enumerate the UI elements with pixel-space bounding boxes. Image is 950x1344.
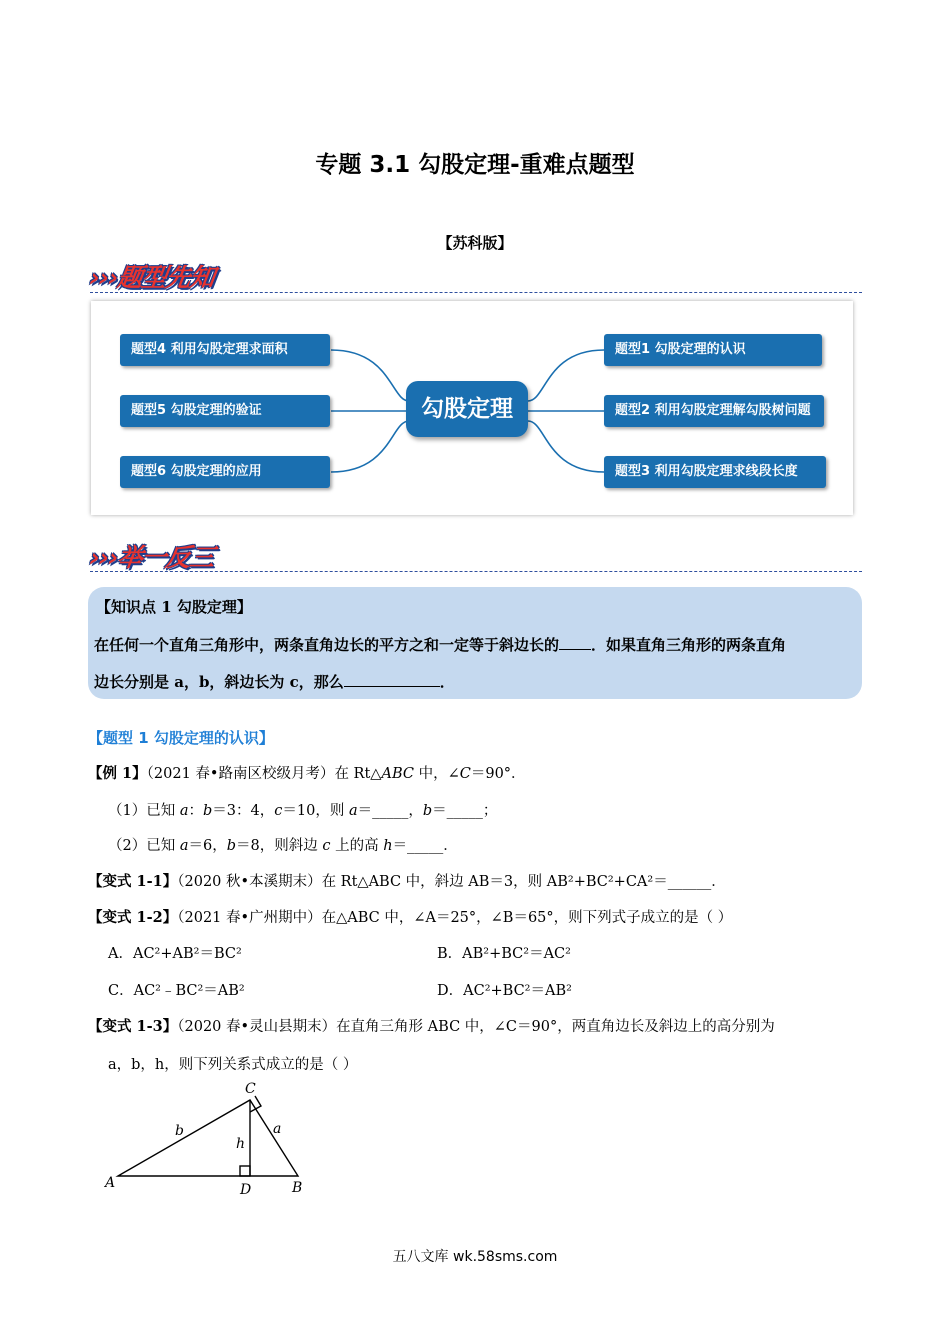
triangle-abc (118, 1100, 298, 1176)
variant-1-3-line-2: a，b，h，则下列关系式成立的是（ ） (108, 1057, 358, 1073)
question-type-title: 【题型 1 勾股定理的认识】 (88, 729, 274, 747)
mindmap-node-type2: 题型2 利用勾股定理解勾股树问题 (604, 395, 824, 427)
triangle-figure (100, 1078, 315, 1203)
label-height-h: h (236, 1136, 246, 1152)
divider (90, 571, 862, 572)
mindmap-node-type1: 题型1 勾股定理的认识 (604, 334, 822, 366)
example-1: 【例 1】（2021 春•路南区校级月考）在 Rt△ABC 中，∠C＝90°． (88, 765, 526, 782)
right-angle-mark-d (240, 1166, 250, 1176)
right-angle-mark-c (250, 1096, 261, 1112)
edition-label: 【苏科版】 (437, 234, 513, 252)
option-c: C．AC²﹣BC²＝AB² (108, 983, 245, 999)
label-side-a: a (273, 1121, 282, 1137)
banner-question-preview: ›››题型先知 (87, 263, 216, 292)
blank (344, 671, 440, 687)
mindmap-node-type4: 题型4 利用勾股定理求面积 (120, 334, 330, 366)
knowledge-line-2: 边长分别是 a，b，斜边长为 c，那么 ． (94, 673, 455, 691)
page-title: 专题 3.1 勾股定理-重难点题型 (315, 152, 635, 178)
option-b: B．AB²+BC²＝AC² (437, 946, 571, 962)
variant-1-3: 【变式 1-3】（2020 春•灵山县期末）在直角三角形 ABC 中，∠C＝90°，两直角边长及斜边上的高分别为 (88, 1018, 775, 1035)
example-1-part-1: （1）已知 a：b＝3：4，c＝10，则 a＝_____，b＝_____； (108, 803, 498, 819)
label-c: C (245, 1081, 256, 1097)
label-d: D (240, 1182, 252, 1198)
blank (559, 634, 591, 650)
banner-practice: ›››举一反三 (87, 543, 216, 572)
mindmap-node-type3: 题型3 利用勾股定理求线段长度 (604, 456, 826, 488)
mindmap-node-type6: 题型6 勾股定理的应用 (120, 456, 330, 488)
example-1-part-2: （2）已知 a＝6，b＝8，则斜边 c 上的高 h＝_____． (108, 838, 458, 854)
option-d: D．AC²+BC²＝AB² (437, 983, 572, 999)
mindmap-node-type5: 题型5 勾股定理的验证 (120, 395, 330, 427)
option-a: A．AC²+AB²＝BC² (108, 946, 242, 962)
label-side-b: b (175, 1123, 184, 1139)
label-a-vertex: A (105, 1175, 116, 1191)
footer-watermark: 五八文库 wk.58sms.com (392, 1249, 558, 1265)
divider (90, 292, 862, 293)
variant-1-1: 【变式 1-1】（2020 秋•本溪期末）在 Rt△ABC 中，斜边 AB＝3，则 AB²+BC²+CA²＝______． (88, 873, 726, 890)
knowledge-title: 【知识点 1 勾股定理】 (96, 598, 252, 616)
knowledge-line-1: 在任何一个直角三角形中，两条直角边长的平方之和一定等于斜边长的 ．如果直角三角形的两条直角 (94, 636, 787, 654)
mindmap-center-node: 勾股定理 (406, 381, 528, 437)
variant-1-2: 【变式 1-2】（2021 春•广州期中）在△ABC 中，∠A＝25°，∠B＝65°，则下列式子成立的是（ ） (88, 909, 733, 926)
label-b-vertex: B (292, 1180, 303, 1196)
